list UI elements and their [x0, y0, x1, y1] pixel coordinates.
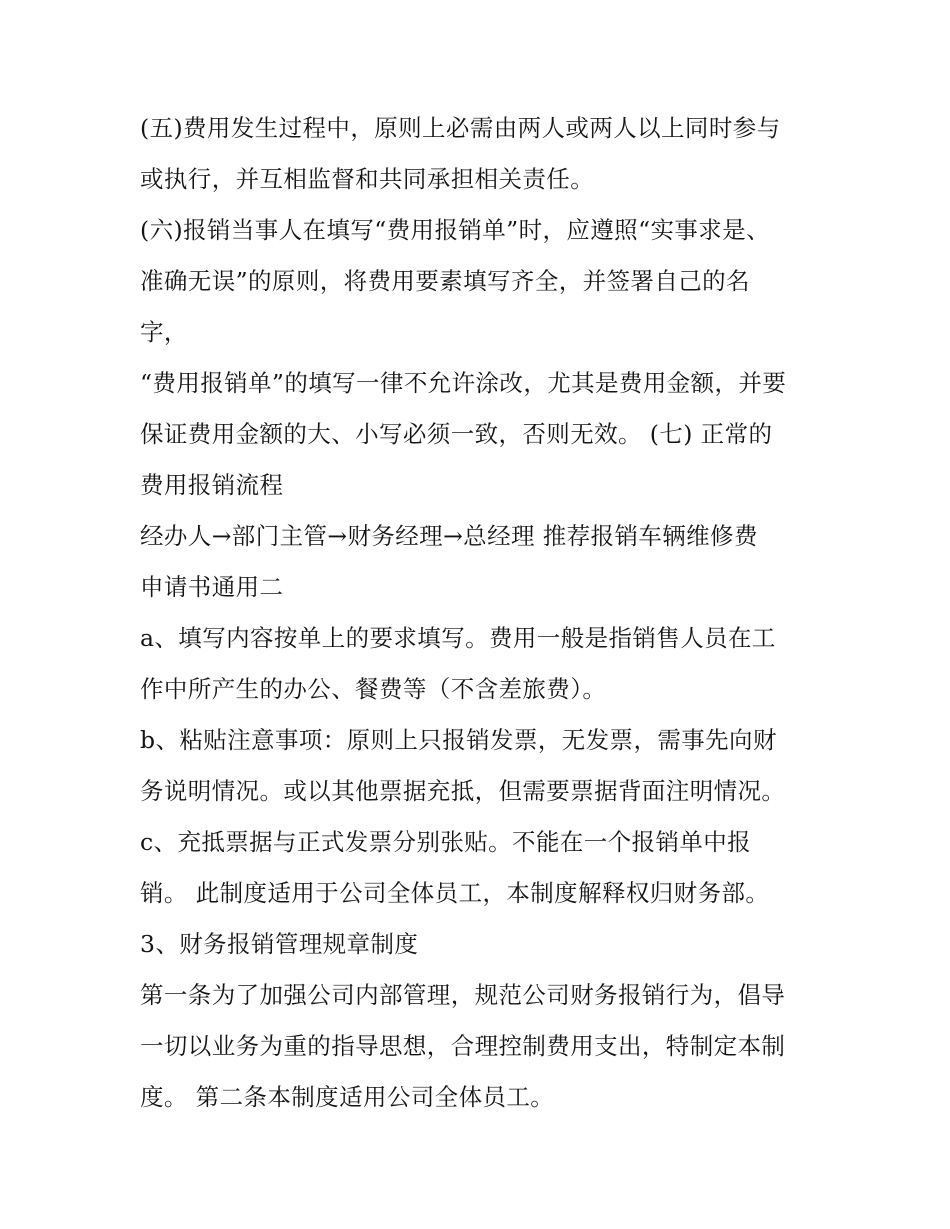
text-line: c、充抵票据与正式发票分别张贴。不能在一个报销单中报: [140, 828, 752, 856]
text-line: 3、财务报销管理规章制度: [140, 930, 419, 958]
text-line: b、粘贴注意事项：原则上只报销发票，无发票，需事先向财: [140, 726, 777, 754]
text-line: 准确无误”的原则，将费用要素填写齐全，并签署自己的名: [140, 267, 750, 295]
text-line: 保证费用金额的大、小写必须一致，否则无效。 (七) 正常的: [140, 420, 773, 448]
document-body: [140, 103, 830, 1123]
text-line: 作中所产生的办公、餐费等（不含差旅费）。: [140, 675, 607, 703]
text-line: “费用报销单”的填写一律不允许涂改，尤其是费用金额，并要: [140, 369, 787, 397]
text-line: 务说明情况。或以其他票据充抵，但需要票据背面注明情况。: [140, 777, 786, 805]
text-line: 费用报销流程: [140, 471, 284, 499]
text-line: (五)费用发生过程中，原则上必需由两人或两人以上同时参与: [140, 114, 781, 142]
text-line: 字，: [140, 318, 188, 346]
text-line: 经办人→部门主管→财务经理→总经理 推荐报销车辆维修费: [140, 522, 758, 550]
text-line: 或执行，并互相监督和共同承担相关责任。: [140, 165, 595, 193]
text-line: (六)报销当事人在填写“费用报销单”时，应遵照“实事求是、: [140, 216, 770, 244]
text-line: 申请书通用二: [140, 573, 284, 601]
text-line: a、填写内容按单上的要求填写。费用一般是指销售人员在工: [140, 624, 776, 652]
text-line: 一切以业务为重的指导思想，合理控制费用支出，特制定本制: [140, 1032, 786, 1060]
text-line: 销。 此制度适用于公司全体员工，本制度解释权归财务部。: [140, 879, 770, 907]
text-line: 第一条为了加强公司内部管理，规范公司财务报销行为，倡导: [140, 981, 786, 1009]
text-line: 度。 第二条本制度适用公司全体员工。: [140, 1083, 555, 1111]
